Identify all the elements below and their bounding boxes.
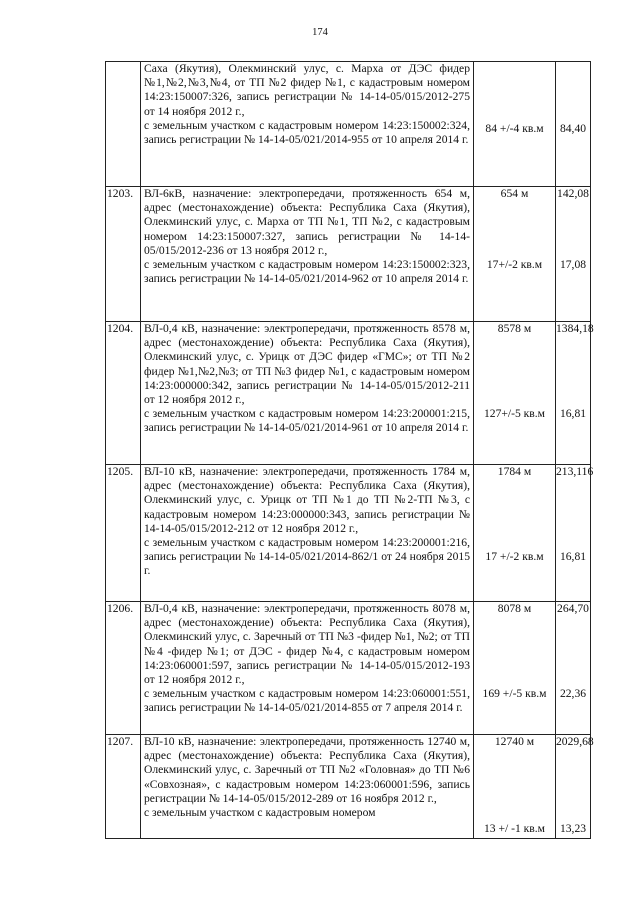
land-value: 17,08 bbox=[559, 258, 587, 271]
land-plot-description: с земельным участком с кадастровым номером 14:23:200001:215, запись регистрации № 14-14-05/021/2014-961 от 10 апреля 2014 г. bbox=[144, 407, 470, 435]
object-description: ВЛ-0,4 кВ, назначение: электропередачи, протяженность 8578 м, адрес (местонахождение) объекта: Республика Саха (Якутия), Олекминский улус, с. Урицк от ДЭС фидер «ГМС»; от ТП №2 фидер №1,№2,№3; от ТП №3 фидер №1, с кадастровым номером 14:23:000000:342, запись регистрации № 14-14-05/015/2012-211 от 12 ноября 2012 г., bbox=[144, 322, 470, 407]
table-row bbox=[106, 465, 591, 602]
object-length: 8078 м bbox=[497, 602, 532, 615]
row-number: 1204. bbox=[106, 322, 141, 465]
land-value: 13,23 bbox=[559, 822, 587, 835]
land-value: 16,81 bbox=[559, 407, 587, 420]
land-plot-description: с земельным участком с кадастровым номером bbox=[144, 806, 376, 820]
table-row bbox=[106, 322, 591, 465]
object-value: 264,70 bbox=[557, 602, 589, 615]
object-value: 1384,18 bbox=[556, 322, 594, 335]
land-area: 17 +/-2 кв.м bbox=[485, 550, 544, 563]
object-description: ВЛ-6кВ, назначение: электропередачи, протяженность 654 м, адрес (местонахождение) объекта: Республика Саха (Якутия), Олекминский улус, с. Марха от ТП №1, ТП №2, с кадастровым номером 14:23:150007:327, запись регистрации № 14-14-05/015/2012-236 от 13 ноября 2012 г., bbox=[144, 187, 470, 257]
land-area: 13 +/ -1 кв.м bbox=[483, 822, 546, 835]
object-value: 2029,68 bbox=[556, 735, 594, 748]
row-number: 1203. bbox=[106, 187, 141, 322]
land-value: 84,40 bbox=[559, 122, 587, 135]
land-value: 22,36 bbox=[559, 687, 587, 700]
object-description: Саха (Якутия), Олекминский улус, с. Марха от ДЭС фидер №1,№2,№3,№4, от ТП №2 фидер №1, с кадастровым номером 14:23:150007:326, запись регистрации № 14-14-05/015/2012-275 от 14 ноября 2012 г., bbox=[144, 62, 470, 118]
object-length: 1784 м bbox=[497, 465, 532, 478]
object-description: ВЛ-0,4 кВ, назначение: электропередачи, протяженность 8078 м, адрес (местонахождение) объекта: Республика Саха (Якутия), Олекминский улус, с. Заречный от ТП №3 -фидер №1, №2; от ТП №4 -фидер №1; от ДЭС - фидер №4, с кадастровым номером 14:23:060001:597, запись регистрации № 14-14-05/015/2012-193 от 12 ноября 2012 г., bbox=[144, 602, 470, 687]
land-area: 169 +/-5 кв.м bbox=[482, 687, 547, 700]
object-length: 8578 м bbox=[497, 322, 532, 335]
property-registry-table bbox=[105, 61, 594, 839]
land-area: 127+/-5 кв.м bbox=[483, 407, 546, 420]
object-description: ВЛ-10 кВ, назначение: электропередачи, протяженность 12740 м, адрес (местонахождение) объекта: Республика Саха (Якутия), Олекминский улус, с. Заречный от ТП №2 «Головная» до ТП №6 «Совхозная», с кадастровым номером 14:23:060001:596, запись регистрации № 14-14-05/015/2012-289 от 16 ноября 2012 г., bbox=[144, 735, 470, 805]
table-row bbox=[106, 187, 591, 322]
object-value: 142,08 bbox=[557, 187, 589, 200]
table-row bbox=[106, 735, 591, 839]
row-number: 1206. bbox=[106, 602, 141, 735]
row-number: 1205. bbox=[106, 465, 141, 602]
row-number bbox=[106, 62, 141, 187]
land-plot-description: с земельным участком с кадастровым номером 14:23:200001:216, запись регистрации № 14-14-05/021/2014-862/1 от 24 ноября 2015 г. bbox=[144, 536, 470, 578]
object-length: 654 м bbox=[500, 187, 529, 200]
object-value: 213,116 bbox=[556, 465, 594, 478]
land-plot-description: с земельным участком с кадастровым номером 14:23:150002:323, запись регистрации № 14-14-05/021/2014-962 от 10 апреля 2014 г. bbox=[144, 258, 470, 286]
page-number: 174 bbox=[312, 27, 328, 38]
object-length: 12740 м bbox=[494, 735, 535, 748]
land-area: 17+/-2 кв.м bbox=[486, 258, 543, 271]
land-area: 84 +/-4 кв.м bbox=[485, 122, 544, 135]
row-number: 1207. bbox=[106, 735, 141, 839]
table-row bbox=[106, 602, 591, 735]
object-length bbox=[474, 62, 555, 122]
table-row bbox=[106, 62, 591, 187]
object-description: ВЛ-10 кВ, назначение: электропередачи, протяженность 1784 м, адрес (местонахождение) объекта: Республика Саха (Якутия), Олекминский улус, с. Урицк от ТП №1 до ТП №2-ТП №3, с кадастровым номером 14:23:000000:343, запись регистрации № 14-14-05/015/2012-212 от 12 ноября 2012 г., bbox=[144, 465, 470, 535]
land-plot-description: с земельным участком с кадастровым номером 14:23:150002:324, запись регистрации № 14-14-05/021/2014-955 от 10 апреля 2014 г. bbox=[144, 118, 470, 147]
land-plot-description: с земельным участком с кадастровым номером 14:23:060001:551, запись регистрации № 14-14-05/021/2014-855 от 7 апреля 2014 г. bbox=[144, 687, 470, 715]
object-value bbox=[556, 62, 590, 122]
land-value: 16,81 bbox=[559, 550, 587, 563]
